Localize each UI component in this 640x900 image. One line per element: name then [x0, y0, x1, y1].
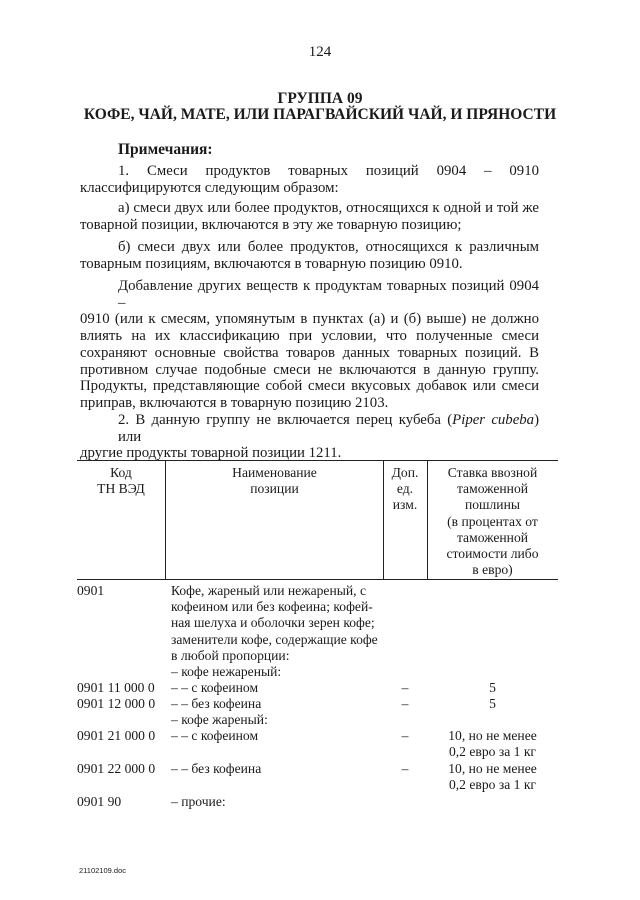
- row-name-line: – – без кофеина: [171, 696, 262, 711]
- row-rate-line: 5: [489, 680, 496, 695]
- row-name: [171, 728, 383, 744]
- header-rate-line: в евро): [472, 562, 513, 578]
- note-b: [80, 239, 539, 272]
- header-rate-line: пошлины: [464, 497, 520, 513]
- row-name-line: – – без кофеина: [171, 761, 262, 776]
- row-name-line: – кофе жареный:: [171, 712, 268, 728]
- row-name-line: ная шелуха и оболочки зерен кофе;: [171, 615, 375, 631]
- group-subtitle: КОФЕ, ЧАЙ, МАТЕ, ИЛИ ПАРАГВАЙСКИЙ ЧАЙ, И ПРЯНОСТИ: [83, 106, 557, 123]
- row-name-line: заменители кофе, содержащие кофе: [171, 631, 378, 647]
- note-2: [80, 412, 539, 462]
- header-rate-line: стоимости либо: [446, 546, 539, 562]
- note-2-text: 2. В данную группу не включается перец кубеба (: [118, 412, 453, 428]
- note-a-line: товарной позиции, включаются в эту же товарную позицию;: [80, 216, 462, 233]
- header-code-line: ТН ВЭД: [97, 481, 145, 497]
- note-additives-line: Продукты, представляющие собой смеси вкусовых добавок или смеси: [80, 378, 539, 395]
- row-name-line: – – с кофеином: [171, 728, 259, 743]
- note-1-line: классифицируются следующим образом:: [80, 179, 339, 196]
- note-a-line: а) смеси двух или более продуктов, относящихся к одной и той же: [118, 200, 539, 216]
- row-unit: –: [401, 696, 409, 711]
- note-2-latin-name: Piper cubeba: [452, 412, 535, 428]
- row-code: 0901 22 000 0: [77, 761, 156, 776]
- row-rate-line: 0,2 евро за 1 кг: [448, 744, 536, 760]
- row-rate-line: 10, но не менее: [448, 761, 537, 776]
- note-additives-line: приправ, включаются в товарную позицию 2103.: [80, 394, 389, 411]
- row-rate-line: 10, но не менее: [448, 728, 537, 743]
- group-title: ГРУППА 09: [277, 90, 363, 107]
- row-rate-line: 5: [489, 696, 496, 711]
- note-additives-line: 0910 (или к смесям, упомянутым в пунктах (а) и (б) выше) не должно: [80, 311, 539, 328]
- header-code-line: Код: [110, 465, 132, 480]
- header-rate-line: Ставка ввозной: [447, 465, 538, 480]
- row-code: 0901 21 000 0: [77, 728, 156, 743]
- note-b-line: б) смеси двух или более продуктов, относящихся к различным: [118, 239, 539, 255]
- header-unit-line: Доп.: [391, 465, 419, 480]
- row-unit: –: [401, 680, 409, 695]
- file-name-footer: 21102109.doc: [79, 866, 126, 875]
- row-rate: [427, 696, 558, 712]
- header-unit: [383, 465, 427, 514]
- row-name-line: кофеином или без кофеина; кофей-: [171, 599, 373, 615]
- row-name: [171, 696, 383, 728]
- row-rate: [427, 761, 558, 793]
- row-name-line: – прочие:: [171, 794, 226, 809]
- row-name: [171, 761, 383, 777]
- notes-heading: Примечания:: [118, 141, 213, 158]
- row-name: [171, 583, 383, 680]
- header-rate-line: (в процентах от: [447, 513, 538, 529]
- row-unit: –: [401, 728, 409, 743]
- row-name-line: в любой пропорции:: [171, 647, 290, 663]
- row-unit: –: [401, 761, 409, 776]
- note-2-line: другие продукты товарной позиции 1211.: [80, 445, 342, 462]
- note-additives-line: сохраняют основные свойства товаров данных товарных позиций. В: [80, 344, 539, 361]
- note-1-line: 1. Смеси продуктов товарных позиций 0904 – 0910: [118, 163, 539, 179]
- header-code: [77, 465, 165, 497]
- table-header-rule: [77, 579, 558, 580]
- row-code: 0901 11 000 0: [77, 680, 155, 695]
- row-code: 0901 12 000 0: [77, 696, 156, 711]
- row-name: [171, 794, 383, 810]
- note-2-line: [80, 412, 539, 445]
- row-code: 0901 90: [77, 794, 122, 809]
- row-name-line: Кофе, жареный или нежареный, с: [171, 583, 366, 598]
- row-rate: [427, 728, 558, 760]
- table-top-rule: [77, 460, 558, 461]
- note-2-text: ) или: [118, 412, 539, 445]
- row-code: 0901: [77, 583, 105, 598]
- note-b-line: товарным позициям, включаются в товарную позицию 0910.: [80, 255, 463, 272]
- header-name-line: позиции: [250, 481, 299, 497]
- header-name-line: Наименование: [232, 465, 317, 480]
- row-name: [171, 680, 383, 696]
- note-1: [80, 163, 539, 196]
- note-additives-line: Добавление других веществ к продуктам товарных позиций 0904 –: [118, 278, 539, 311]
- page-number: 124: [308, 44, 332, 60]
- header-name: [166, 465, 383, 497]
- header-rate-line: таможенной: [456, 481, 529, 497]
- row-rate-line: 0,2 евро за 1 кг: [448, 777, 536, 793]
- header-rate: [427, 465, 558, 578]
- note-a: [80, 200, 539, 233]
- header-unit-line: изм.: [392, 497, 418, 513]
- row-name-line: – – с кофеином: [171, 680, 259, 695]
- row-name-line: – кофе нежареный:: [171, 664, 282, 680]
- note-additives-line: противном случае подобные смеси не включаются в данную группу.: [80, 361, 539, 378]
- note-additives: [80, 278, 539, 412]
- header-rate-line: таможенной: [456, 529, 529, 545]
- note-additives-line: влиять на их классификацию при условии, что полученные смеси: [80, 328, 539, 345]
- header-unit-line: ед.: [396, 481, 414, 497]
- row-rate: [427, 680, 558, 696]
